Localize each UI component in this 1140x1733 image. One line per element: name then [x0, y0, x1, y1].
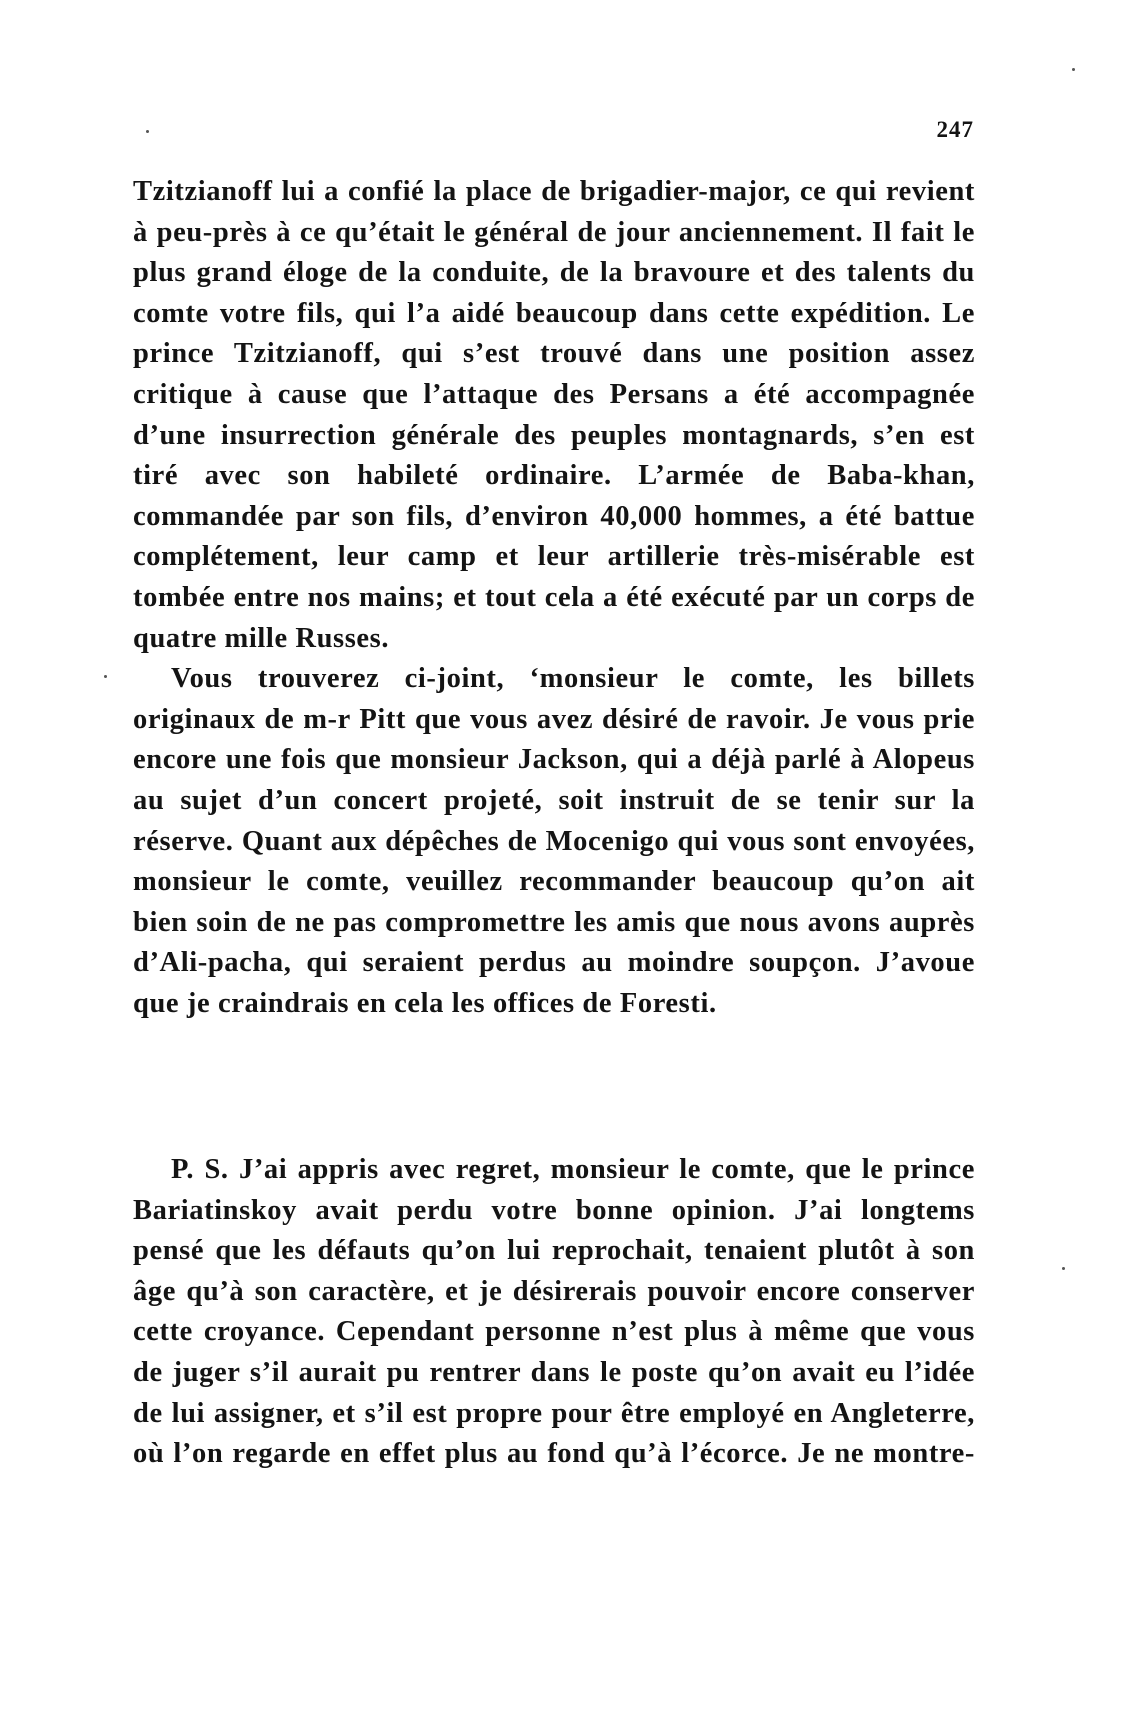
postscript-paragraph: P. S. J’ai appris avec regret, monsieur le comte, que le prince Bariatinskoy avait perdu votre bonne opinion. J’ai longtems pensé que les défauts qu’on lui reprochait, tenaient plutôt à son âge qu’à son caractère, et je désirerais pouvoir encore conserver cette croyance. Cependant personne n’est plus à même que vous de juger s’il aurait pu rentrer dans le poste qu’on avait eu l’idée de lui assigner, et s’il est propre pour être employé en Angleterre, où l’on regarde en effet plus au fond qu’à l’écorce. Je ne montre-: [133, 1154, 975, 1470]
paragraph-2: Vous trouverez ci-joint, ‘monsieur le comte, les billets originaux de m-r Pitt que vous avez désiré de ravoir. Je vous prie encore une fois que monsieur Jackson, qui a déjà parlé à Alopeus au sujet d’un concert projeté, soit instruit de se tenir sur la réserve. Quant aux dépêches de Mocenigo qui vous sont envoyées, monsieur le comte, veuillez recommander beaucoup qu’on ait bien soin de ne pas compromettre les amis que nous avons auprès d’Ali-pacha, qui seraient perdus au moindre soupçon. J’avoue que je craindrais en cela les offices de Foresti.: [133, 663, 975, 1019]
scan-speck: [146, 130, 149, 133]
scan-speck: [104, 675, 107, 678]
scan-speck: [1062, 1267, 1065, 1270]
main-text-block: [133, 172, 975, 1024]
postscript-block: [133, 1150, 975, 1475]
page-number: 247: [936, 117, 974, 142]
scan-speck: [1072, 68, 1075, 71]
paragraph-1: Tzitzianoff lui a confié la place de brigadier-major, ce qui revient à peu-près à ce qu’était le général de jour anciennement. Il fait le plus grand éloge de la conduite, de la bravoure et des talents du comte votre fils, qui l’a aidé beaucoup dans cette expédition. Le prince Tzitzianoff, qui s’est trouvé dans une position assez critique à cause que l’attaque des Persans a été accompagnée d’une insurrection générale des peuples montagnards, s’en est tiré avec son habileté ordinaire. L’armée de Baba-khan, commandée par son fils, d’environ 40,000 hommes, a été battue complétement, leur camp et leur artillerie très-misérable est tombée entre nos mains; et tout cela a été exécuté par un corps de quatre mille Russes.: [133, 176, 975, 654]
